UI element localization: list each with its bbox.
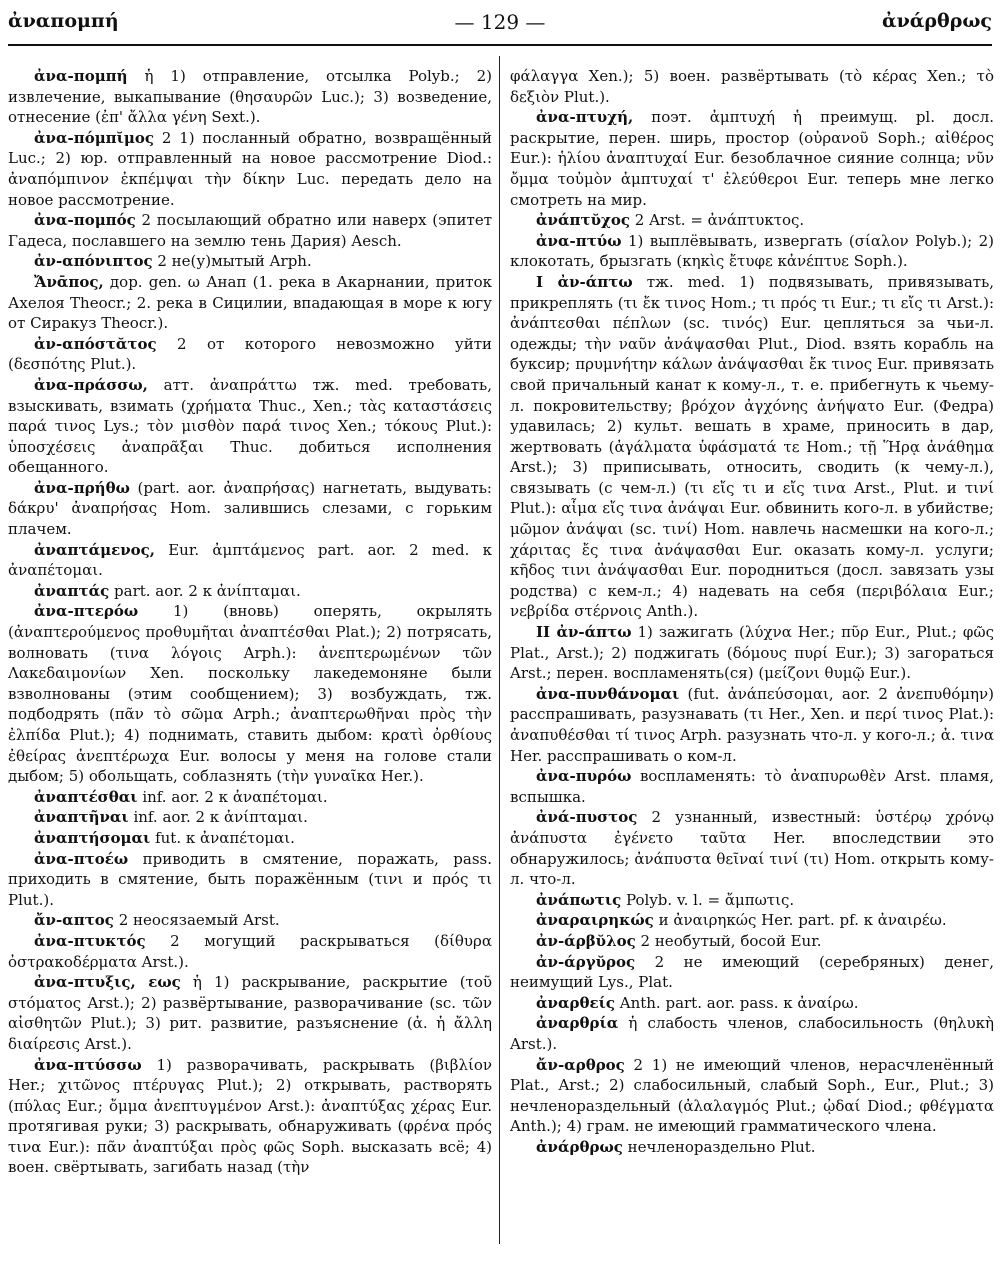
entry-definition: inf. aor. 2 к ἀναπέτομαι. xyxy=(137,787,328,806)
column-divider xyxy=(499,56,500,1244)
entry-definition: атт. ἀναπράττω тж. med. требовать, взыскивать, взимать (χρήματα Thuc., Xen.; τὰς καταστάσεις παρά τινος Lys.; τὸν μισθὸν παρά τινος Xen.; τόκους Plut.): ὑποσχέσεις ἀναπρᾶξαι Thuc. добиться исполнения обещанного. xyxy=(8,375,492,477)
entry-headword: ἀνα-πόμπῐμος xyxy=(34,128,155,147)
entry-definition: part. aor. 2 к ἀνίπταμαι. xyxy=(109,581,301,600)
entry-headword: ἀνα-πτυχή, xyxy=(536,108,634,127)
entry-definition: 1) (вновь) оперять, окрылять (ἀναπτερούμενος προθυμῆται ἀναπτέσθαι Plat.); 2) потрясать, волновать (τινα λόγοις Arph.): ἀνεπτερωμένων τῶν Λακεδαιμονίων Xen. поскольку лакедемоняне были взволнованы (этим сообщением); 3) возбуждать, тж. подбодрять (πᾶν τὸ σῶμα Arph.; ἀναπτερωθῆναι πρὸς τὴν ἐλπίδα Plut.); 4) поднимать, ставить дыбом: κρατὶ ὀρθίους ἐθείρας ἀνεπτέρωχα Eur. волосы у меня на голове стали дыбом; 5) обольщать, соблазнять (τὴν γυναῖκα Her.). xyxy=(8,602,492,786)
dictionary-entry xyxy=(8,931,492,972)
dictionary-entry xyxy=(8,334,492,375)
dictionary-entry xyxy=(8,910,492,931)
page-number: — 129 — xyxy=(454,10,546,34)
entry-headword: ἀναραιρηκώς xyxy=(536,911,654,930)
entry-headword: ἀνα-πτύω xyxy=(536,231,622,250)
entry-headword: ἀναρθείς xyxy=(536,993,615,1012)
dictionary-entry xyxy=(510,107,994,210)
entry-headword: ἀναπτέσθαι xyxy=(34,787,138,806)
running-head-left: ἀναπομπή xyxy=(8,10,119,32)
entry-headword: II ἀν-άπτω xyxy=(536,623,632,642)
entry-definition: 1) выплёвывать, извергать (σίαλον Polyb.); 2) клокотать, брызгать (κηκὶς ἔτυφε κἀνέπτυε Soph.). xyxy=(510,231,994,271)
entry-headword: I ἀν-άπτω xyxy=(536,272,633,291)
dictionary-entry xyxy=(8,272,492,334)
entry-headword: ἀνάπτῠχος xyxy=(536,211,630,230)
entry-definition: inf. aor. 2 к ἀνίπταμαι. xyxy=(128,808,308,827)
entry-definition: (fut. ἀνάπεύσομαι, aor. 2 ἀνεπυθόμην) расспрашивать, разузнавать (τι Her., Xen. и περί τινος Plat.): ἀναπυθέσθαι τί τινος Arph. разузнать что-л. у кого-л.; ἀ. τινα Her. расспрашивать о ком-л. xyxy=(510,684,994,765)
left-column xyxy=(8,66,492,1178)
entry-definition: дор. gen. ω Анап (1. река в Акарнании, приток Ахелоя Theocr.; 2. река в Сицилии, впадающая в море к югу от Сиракуз Theocr.). xyxy=(8,272,492,333)
dictionary-entry xyxy=(510,1137,994,1158)
entry-definition: нечленораздельно Plut. xyxy=(622,1137,816,1156)
dictionary-entry xyxy=(8,66,492,128)
entry-definition: 2 неосязаемый Arst. xyxy=(113,911,280,930)
entry-headword: ἀνα-πτοέω xyxy=(34,849,129,868)
dictionary-entry xyxy=(510,952,994,993)
entry-headword: ἀναπτάμενος, xyxy=(34,540,155,559)
dictionary-entry xyxy=(510,1013,994,1054)
entry-headword: ἀνα-πομπή xyxy=(34,67,128,85)
entry-definition: приводить в смятение, поражать, pass. приходить в смятение, быть поражённым (τινι и πρός τι Plut.). xyxy=(8,849,492,909)
entry-headword: ἀνα-πτυξις, εως xyxy=(34,973,181,992)
entry-headword: ἀνάρθρως xyxy=(536,1137,623,1156)
entry-definition: Anth. part. aor. pass. к ἀναίρω. xyxy=(614,993,859,1012)
entry-headword: ἀναπτάς xyxy=(34,581,110,600)
dictionary-entry xyxy=(8,787,492,808)
dictionary-entry xyxy=(510,931,994,952)
dictionary-entry xyxy=(8,849,492,911)
dictionary-entry xyxy=(8,972,492,1054)
dictionary-entry xyxy=(510,910,994,931)
entry-definition: 1) разворачивать, раскрывать (βιβλίον Her.; χιτῶνος πτέρυγας Plut.); 2) открывать, растворять (πύλας Eur.; ὄμμα ἀνεπτυγμένον Arst.): ἀναπτύξας χέρας Eur. протягивая руки; 3) раскрывать, обнаруживать (φρένα πρός τινα Eur.): πᾶν ἀναπτύξαι πρὸς φῶς Soph. высказать всё; 4) воен. свёртывать, загибать назад (τὴν xyxy=(8,1055,492,1177)
dictionary-entry xyxy=(8,128,492,210)
dictionary-entry xyxy=(510,210,994,231)
entry-definition: 2 1) не имеющий членов, нерасчленённый Plat., Arst.; 2) слабосильный, слабый Soph., Eur., Plut.; 3) нечленораздельный (ἀλαλαγμός Plut.; ᾠδαί Diod.; φθέγματα Anth.); 4) грам. не имеющий грамматического члена. xyxy=(510,1055,994,1136)
entry-headword: ἀνα-πυρόω xyxy=(536,767,632,786)
entry-definition: 2 узнанный, известный: ὑστέρῳ χρόνῳ ἀνάπυστα ἐγένετο ταῦτα Her. впоследствии это обнаружилось; ἀνάπυστα θεῖναί τινί (τι) Hom. открыть кому-л. что-л. xyxy=(510,808,994,889)
entry-definition: 2 посылающий обратно или наверх (эпитет Гадеса, пославшего на землю тень Дария) Aesch. xyxy=(8,211,492,250)
entry-headword: ἄν-αρθρος xyxy=(536,1055,625,1074)
entry-headword: ἀνα-πρήθω xyxy=(34,478,130,497)
entry-headword: ἀνα-πυνθάνομαι xyxy=(536,684,680,703)
entry-headword: ἀνά-πυστος xyxy=(536,808,638,827)
entry-definition: (part. aor. ἀναπρήσας) нагнетать, выдувать: δάκρυ' ἀναπρήσας Hom. залившись слезами, с горьким плачем. xyxy=(8,478,492,539)
entry-headword: ἀνα-πτερόω xyxy=(34,602,139,621)
header-rule xyxy=(8,44,992,46)
entry-headword: Ἄνᾱπος, xyxy=(34,272,104,291)
entry-headword: ἀνα-πράσσω, xyxy=(34,375,148,394)
entry-headword: ἀναπτῆναι xyxy=(34,808,129,827)
dictionary-entry xyxy=(510,684,994,766)
entry-definition: ἡ 1) раскрывание, раскрытие (τοῦ στόματος Arst.); 2) развёртывание, разворачивание (sc. τῶν αἰσθητῶν Plut.); 3) рит. развитие, разъяснение (ἀ. ἡ ἄλλη διαίρεσις Arst.). xyxy=(8,973,493,1053)
entry-definition: 2 1) посланный обратно, возвращённый Luc.; 2) юр. отправленный на новое рассмотрение Diod.: ἀναπόμπινον ἐκπέμψαι τὴν δίκην Luc. передать дело на новое рассмотрение. xyxy=(8,128,492,209)
entry-definition: ἡ 1) отправление, отсылка Polyb.; 2) извлечение, выкапывание (θησαυρῶν Luc.); 3) возведение, отнесение (ἐπ' ἄλλα γένη Sext.). xyxy=(8,67,492,127)
dictionary-entry xyxy=(8,540,492,581)
entry-headword: ἀνα-πομπός xyxy=(34,211,136,230)
dictionary-entry xyxy=(8,375,492,478)
dictionary-entry xyxy=(510,890,994,911)
entry-definition: тж. med. 1) подвязывать, привязывать, прикреплять (τι ἔκ τινος Hom.; τι πρός τι Eur.; τι εἴς τι Arst.): ἀνάπτεσθαι πέπλων (sc. τινός) Eur. цепляться за чьи-л. одежды; τὴν ναῦν ἀνάψασθαι Plut., Diod. взять корабль на буксир; πρυμνήτην κάλων ἀνάψασθαι ἔκ τινος Eur. привязать свой причальный канат к кому-л., т. е. прибегнуть к чьему-л. покровительству; βρόχον ἀγχόνης ἀνήψατο Eur. (Федра) удавилась; 2) культ. вешать в храме, приносить в дар, жертвовать (ἀγάλματα ὑφάσματά τε Hom.; τῇ Ἥρᾳ ἀνάθημα Arst.); 3) приписывать, относить, сводить (к чему-л.), связывать (с чем-л.) (τι εἴς τι и εἴς τινα Arst., Plut. и τινί Plut.): αἷμα εἴς τινα ἀνάψαι Eur. обвинить кого-л. в убийстве; μῶμον ἀνάψαι (sc. τινί) Hom. навлечь насмешки на кого-л.; χάριτας ἔς τινα ἀνάψασθαι Eur. оказать кому-л. услуги; κῆδος τινι ἀνάψασθαι Eur. породниться (досл. завязать узы родства) с кем-л.; 4) надевать на себя (περιβόλαια Eur.; νεβρίδα στέρνοις Anth.). xyxy=(510,272,994,621)
entry-definition: 2 необутый, босой Eur. xyxy=(635,931,822,950)
entry-definition: Eur. ἀμπτάμενος part. aor. 2 med. к ἀναπέτομαι. xyxy=(8,540,492,580)
page-header xyxy=(0,0,1000,44)
entry-headword: ἄν-απτος xyxy=(34,911,114,930)
entry-headword: ἀναπτήσομαι xyxy=(34,828,151,847)
running-head-right: ἀνάρθρως xyxy=(881,10,992,32)
dictionary-entry xyxy=(510,622,994,684)
entry-definition: 2 не(у)мытый Arph. xyxy=(152,252,312,271)
dictionary-entry xyxy=(8,210,492,251)
dictionary-entry xyxy=(510,66,994,107)
dictionary-entry xyxy=(510,272,994,622)
dictionary-entry xyxy=(510,231,994,272)
entry-definition: 2 могущий раскрываться (δίθυρα ὀστρακοδέρματα Arst.). xyxy=(8,931,492,971)
dictionary-entry xyxy=(8,478,492,540)
entry-definition: Polyb. v. l. = ἄμπωτις. xyxy=(621,890,795,909)
entry-definition: φάλαγγα Xen.); 5) воен. развёртывать (τὸ κέρας Xen.; τὸ δεξιὸν Plut.). xyxy=(510,67,994,106)
dictionary-entry xyxy=(510,1055,994,1137)
entry-headword: ἀν-άργῠρος xyxy=(536,952,636,971)
right-column xyxy=(510,66,994,1157)
entry-headword: ἀναρθρία xyxy=(536,1014,619,1033)
entry-headword: ἀνα-πτυκτός xyxy=(34,931,146,950)
entry-definition: 2 от которого невозможно уйти (δεσπότης Plut.). xyxy=(8,334,492,374)
entry-definition: fut. к ἀναπέτομαι. xyxy=(150,828,295,847)
entry-definition: 2 не имеющий (серебряных) денег, неимущий Lys., Plat. xyxy=(510,952,994,992)
entry-definition: и ἀναιρηκώς Her. part. pf. к ἀναιρέω. xyxy=(653,911,947,930)
dictionary-entry xyxy=(8,581,492,602)
entry-headword: ἀνάπωτις xyxy=(536,890,622,909)
entry-headword: ἀν-απόστᾰτος xyxy=(34,334,157,353)
entry-definition: поэт. ἀμπτυχή ἡ преимущ. pl. досл. раскрытие, перен. ширь, простор (οὐρανοῦ Soph.; αἰθέρος Eur.): ἡλίου ἀναπτυχαί Eur. безоблачное сияние солнца; νῦν ὄμμα τοὐμὸν ἀμπτυχαί τ' ἐλεύθεροι Eur. теперь мне легко смотреть на мир. xyxy=(510,108,994,209)
dictionary-entry xyxy=(8,828,492,849)
dictionary-entry xyxy=(510,993,994,1014)
dictionary-entry xyxy=(8,251,492,272)
entry-definition: ἡ слабость членов, слабосильность (θηλυκὴ Arst.). xyxy=(510,1014,994,1053)
entry-definition: 1) зажигать (λύχνα Her.; πῦρ Eur., Plut.; φῶς Plat., Arst.); 2) поджигать (δόμους πυρί Eur.); 3) загораться Arst.; перен. воспламенять(ся) (μείζονι θυμῷ Eur.). xyxy=(510,623,994,683)
dictionary-entry xyxy=(8,601,492,786)
dictionary-entry xyxy=(8,807,492,828)
dictionary-entry xyxy=(510,807,994,889)
entry-headword: ἀν-άρβῠλος xyxy=(536,931,636,950)
entry-definition: 2 Arst. = ἀνάπτυκτος. xyxy=(629,211,805,230)
dictionary-entry xyxy=(510,766,994,807)
entry-headword: ἀν-απόνιπτος xyxy=(34,252,153,271)
dictionary-entry xyxy=(8,1055,492,1179)
entry-definition: воспламенять: τὸ ἀναπυρωθὲν Arst. пламя, вспышка. xyxy=(510,767,994,806)
entry-headword: ἀνα-πτύσσω xyxy=(34,1055,142,1074)
